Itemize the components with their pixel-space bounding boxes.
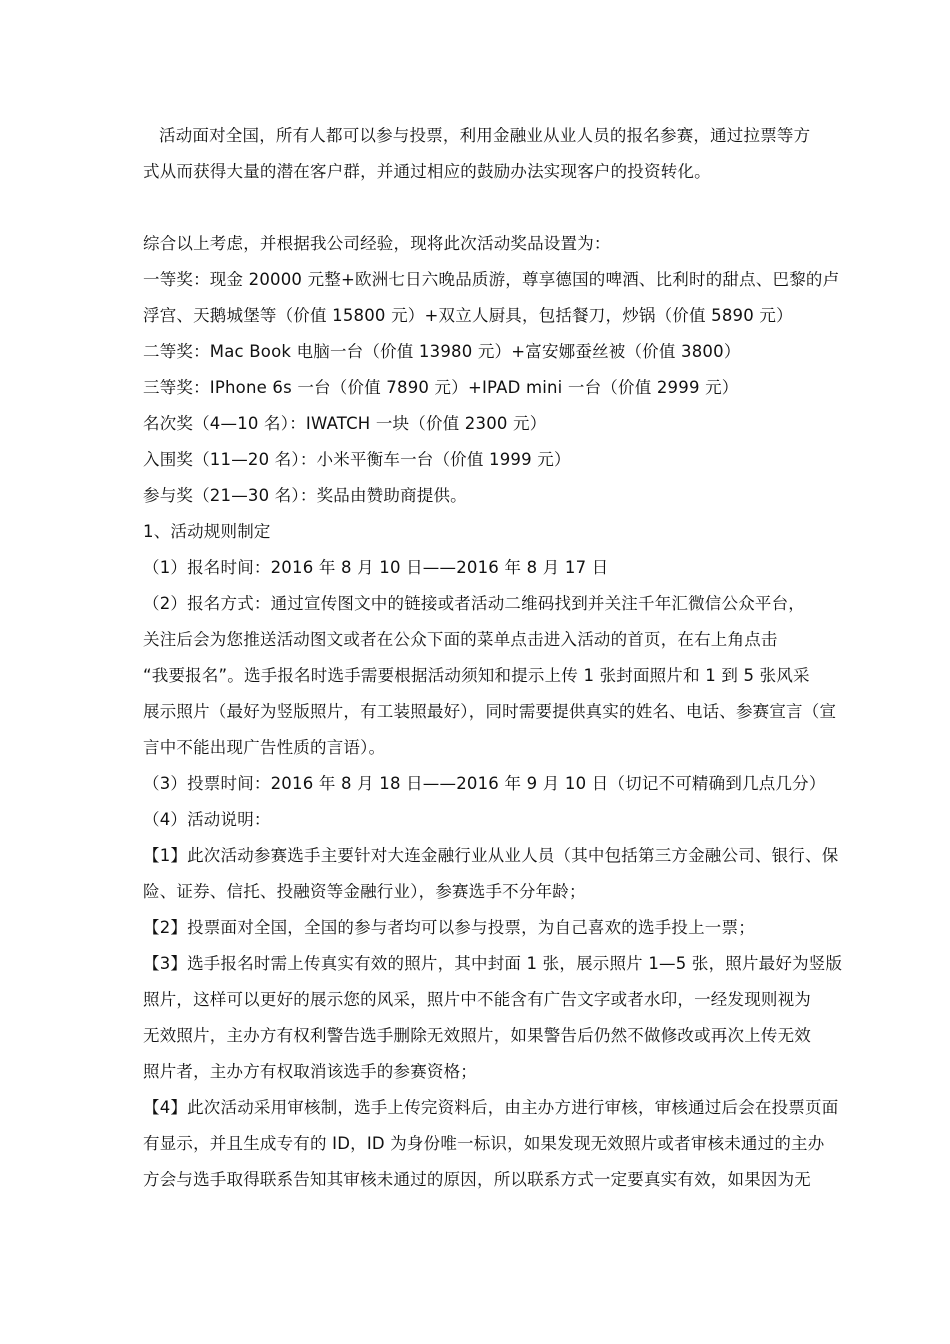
note-3-line-1: 【3】选手报名时需上传真实有效的照片，其中封面 1 张，展示照片 1—5 张，照片最好为竖版 — [143, 954, 843, 973]
paragraph-gap — [143, 190, 811, 226]
rule-2-line-2: 关注后会为您推送活动图文或者在公众下面的菜单点击进入活动的首页，在右上角点击 — [143, 630, 778, 649]
participation-prize: 参与奖（21—30 名）：奖品由赞助商提供。 — [143, 486, 467, 505]
note-3-line-3: 无效照片，主办方有权利警告选手删除无效照片，如果警告后仍然不做修改或再次上传无效 — [143, 1026, 811, 1045]
third-prize: 三等奖：IPhone 6s 一台（价值 7890 元）+IPAD mini 一台（价值 2999 元） — [143, 378, 739, 397]
document-body — [143, 118, 843, 1198]
intro-line-2: 式从而获得大量的潜在客户群，并通过相应的鼓励办法实现客户的投资转化。 — [143, 162, 711, 181]
note-1-line-1: 【1】此次活动参赛选手主要针对大连金融行业从业人员（其中包括第三方金融公司、银行、保 — [143, 846, 839, 865]
rank-prize: 名次奖（4—10 名）：IWATCH 一块（价值 2300 元） — [143, 414, 547, 433]
rule-3-voting-time: （3）投票时间：2016 年 8 月 18 日——2016 年 9 月 10 日（切记不可精确到几点几分） — [143, 774, 826, 793]
rule-1-registration-time: （1）报名时间：2016 年 8 月 10 日——2016 年 8 月 17 日 — [143, 558, 609, 577]
intro-line-1: 活动面对全国，所有人都可以参与投票，利用金融业从业人员的报名参赛，通过拉票等方 — [159, 126, 811, 145]
rules-heading: 1、活动规则制定 — [143, 522, 271, 541]
rule-2-line-3: “我要报名”。选手报名时选手需要根据活动须知和提示上传 1 张封面照片和 1 到 5 张风采 — [143, 666, 810, 685]
note-2: 【2】投票面对全国，全国的参与者均可以参与投票，为自己喜欢的选手投上一票； — [143, 918, 755, 937]
first-prize-line-1: 一等奖：现金 20000 元整+欧洲七日六晚品质游，尊享德国的啤酒、比利时的甜点、巴黎的卢 — [143, 270, 840, 289]
rule-2-line-1: （2）报名方式：通过宣传图文中的链接或者活动二维码找到并关注千年汇微信公众平台， — [143, 594, 805, 613]
rule-2-line-4: 展示照片（最好为竖版照片，有工装照最好），同时需要提供真实的姓名、电话、参赛宣言（宣 — [143, 702, 837, 721]
note-4-line-2: 有显示，并且生成专有的 ID，ID 为身份唯一标识，如果发现无效照片或者审核未通过的主办 — [143, 1134, 825, 1153]
rule-2-line-5: 言中不能出现广告性质的言语）。 — [143, 738, 386, 757]
rule-4-activity-notes: （4）活动说明： — [143, 810, 271, 829]
first-prize-line-2: 浮宫、天鹅城堡等（价值 15800 元）+双立人厨具，包括餐刀，炒锅（价值 5890 元） — [143, 306, 793, 325]
note-1-line-2: 险、证券、信托、投融资等金融行业），参赛选手不分年龄； — [143, 882, 586, 901]
note-4-line-1: 【4】此次活动采用审核制，选手上传完资料后，由主办方进行审核，审核通过后会在投票页面 — [143, 1098, 839, 1117]
note-3-line-2: 照片，这样可以更好的展示您的风采，照片中不能含有广告文字或者水印，一经发现则视为 — [143, 990, 811, 1009]
finalist-prize: 入围奖（11—20 名）：小米平衡车一台（价值 1999 元） — [143, 450, 571, 469]
second-prize: 二等奖：Mac Book 电脑一台（价值 13980 元）+富安娜蚕丝被（价值 3800） — [143, 342, 741, 361]
prizes-intro: 综合以上考虑，并根据我公司经验，现将此次活动奖品设置为： — [143, 234, 611, 253]
note-3-line-4: 照片者，主办方有权取消该选手的参赛资格； — [143, 1062, 477, 1081]
note-4-line-3: 方会与选手取得联系告知其审核未通过的原因，所以联系方式一定要真实有效，如果因为无 — [143, 1170, 811, 1189]
